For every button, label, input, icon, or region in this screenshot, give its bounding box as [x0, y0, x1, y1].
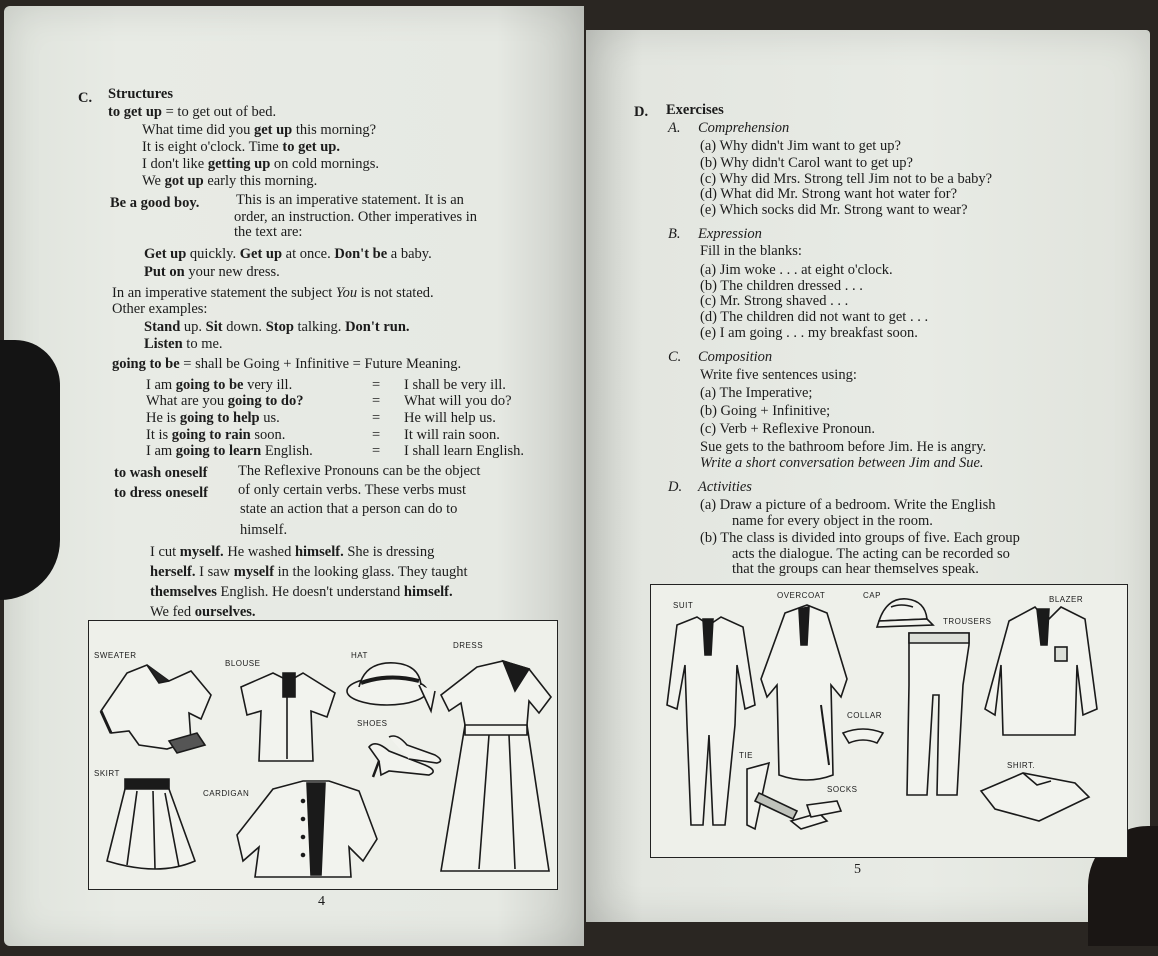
sub-letter-c: C. — [668, 349, 682, 365]
clothing-illustration-right — [650, 584, 1128, 858]
sue-scenario: Sue gets to the bathroom before Jim. He is angry. — [700, 439, 987, 455]
equals-sign: = — [372, 393, 381, 409]
overcoat-icon — [761, 605, 847, 780]
dark-background-edge — [0, 340, 60, 600]
sub-letter-d: D. — [668, 479, 683, 495]
section-title-exercises: Exercises — [666, 102, 724, 118]
label-blazer: BLAZER — [1049, 595, 1084, 604]
section-letter-c: C. — [78, 90, 93, 106]
activity-b: (b) The class is divided into groups of five. Each group — [700, 530, 1020, 546]
label-shoes: SHOES — [357, 719, 388, 728]
activity-b: that the groups can hear themselves speak. — [732, 561, 979, 577]
example-line: We got up early this morning. — [142, 173, 318, 189]
reflexive-example: I cut myself. He washed himself. She is dressing — [150, 544, 435, 560]
equals-sign: = — [372, 427, 381, 443]
list-item: (e) I am going . . . my breakfast soon. — [700, 325, 918, 341]
list-item: (a) Why didn't Jim want to get up? — [700, 138, 901, 154]
subject-note: In an imperative statement the subject You is not stated. — [112, 285, 434, 301]
label-blouse: BLOUSE — [225, 659, 261, 668]
table-row: I am going to learn English. — [146, 443, 313, 459]
label-cardigan: CARDIGAN — [203, 789, 250, 798]
sub-letter-b: B. — [668, 226, 681, 242]
table-row-result: I shall be very ill. — [404, 377, 506, 393]
equals-sign: = — [372, 410, 381, 426]
sweater-icon — [101, 665, 211, 753]
imperative-example: Put on your new dress. — [144, 264, 280, 280]
section-letter-d: D. — [634, 104, 649, 120]
label-cap: CAP — [863, 591, 881, 600]
table-row-result: I shall learn English. — [404, 443, 525, 459]
equals-sign: = — [372, 443, 381, 459]
reflexive-explanation: of only certain verbs. These verbs must — [238, 482, 467, 498]
list-item: (d) The children did not want to get . . . — [700, 309, 929, 325]
list-item: (c) Why did Mrs. Strong tell Jim not to be a baby? — [700, 171, 993, 187]
table-row: What are you going to do? — [146, 393, 304, 409]
composition-title: Composition — [698, 349, 773, 365]
socks-icon — [791, 801, 841, 829]
table-row-result: What will you do? — [404, 393, 512, 409]
reflexive-example: herself. I saw myself in the looking glass. They taught — [150, 564, 468, 580]
imperative-explanation: the text are: — [234, 224, 303, 240]
list-item: (c) Verb + Reflexive Pronoun. — [700, 421, 876, 437]
reflexive-explanation: state an action that a person can do to — [240, 501, 458, 517]
going-to-definition: going to be = shall be Going + Infinitive = Future Meaning. — [112, 356, 462, 372]
list-item: (b) Why didn't Carol want to get up? — [700, 155, 913, 171]
blazer-icon — [985, 607, 1097, 735]
label-suit: SUIT — [673, 601, 694, 610]
reflexive-example: We fed ourselves. — [150, 604, 256, 620]
label-collar: COLLAR — [847, 711, 883, 720]
activities-title: Activities — [698, 479, 752, 495]
cardigan-icon — [237, 781, 377, 877]
sub-letter-a: A. — [668, 120, 681, 136]
page-number-right: 5 — [854, 862, 861, 877]
hat-icon — [347, 663, 435, 711]
imperative-explanation: order, an instruction. Other imperatives in — [234, 209, 478, 225]
label-socks: SOCKS — [827, 785, 858, 794]
other-examples: Listen to me. — [144, 336, 223, 352]
table-row-result: It will rain soon. — [404, 427, 500, 443]
list-item: (a) The Imperative; — [700, 385, 813, 401]
reflexive-explanation: The Reflexive Pronouns can be the object — [238, 463, 481, 479]
label-skirt: SKIRT — [94, 769, 120, 778]
shirt-icon — [981, 773, 1089, 821]
list-item: (d) What did Mr. Strong want hot water for? — [700, 186, 958, 202]
trousers-icon — [907, 633, 969, 795]
activity-b: acts the dialogue. The acting can be recorded so — [732, 546, 1010, 562]
clothing-drawings-left — [89, 621, 557, 889]
clothing-illustration-left — [88, 620, 558, 890]
activity-a: name for every object in the room. — [732, 513, 933, 529]
expression-intro: Fill in the blanks: — [700, 243, 802, 259]
label-overcoat: OVERCOAT — [777, 591, 826, 600]
example-line: I don't like getting up on cold mornings. — [142, 156, 380, 172]
skirt-icon — [107, 779, 195, 869]
expression-title: Expression — [698, 226, 762, 242]
cap-icon — [877, 599, 933, 627]
list-item: (c) Mr. Strong shaved . . . — [700, 293, 849, 309]
imperative-explanation: This is an imperative statement. It is an — [236, 192, 464, 208]
label-dress: DRESS — [453, 641, 484, 650]
list-item: (e) Which socks did Mr. Strong want to wear? — [700, 202, 968, 218]
activity-a: (a) Draw a picture of a bedroom. Write the English — [700, 497, 996, 513]
label-shirt: SHIRT. — [1007, 761, 1036, 770]
table-row-result: He will help us. — [404, 410, 496, 426]
dress-oneself-term: to dress oneself — [114, 485, 208, 501]
list-item: (b) The children dressed . . . — [700, 278, 863, 294]
suit-icon — [667, 617, 755, 825]
table-row: I am going to be very ill. — [146, 377, 293, 393]
list-item: (a) Jim woke . . . at eight o'clock. — [700, 262, 893, 278]
shoes-icon — [369, 736, 441, 777]
get-up-definition: to get up = to get out of bed. — [108, 104, 277, 120]
equals-sign: = — [372, 377, 381, 393]
list-item: (b) Going + Infinitive; — [700, 403, 831, 419]
table-row: It is going to rain soon. — [146, 427, 286, 443]
section-title-structures: Structures — [108, 86, 173, 102]
label-trousers: TROUSERS — [943, 617, 992, 626]
reflexive-example: themselves English. He doesn't understand himself. — [150, 584, 453, 600]
label-tie: TIE — [739, 751, 753, 760]
label-hat: HAT — [351, 651, 368, 660]
example-line: It is eight o'clock. Time to get up. — [142, 139, 340, 155]
other-examples: Stand up. Sit down. Stop talking. Don't run. — [144, 319, 410, 335]
clothing-drawings-right — [651, 585, 1127, 857]
dress-icon — [441, 661, 551, 871]
table-row: He is going to help us. — [146, 410, 280, 426]
collar-icon — [843, 729, 883, 743]
example-line: What time did you get up this morning? — [142, 122, 377, 138]
page-number-left: 4 — [318, 894, 325, 909]
blouse-icon — [241, 673, 335, 761]
imperative-example: Get up quickly. Get up at once. Don't be a baby. — [144, 246, 432, 262]
reflexive-explanation: himself. — [240, 522, 288, 538]
wash-oneself-term: to wash oneself — [114, 465, 208, 481]
comprehension-title: Comprehension — [698, 120, 790, 136]
composition-intro: Write five sentences using: — [700, 367, 857, 383]
sue-instruction: Write a short conversation between Jim and Sue. — [700, 455, 984, 471]
good-boy-term: Be a good boy. — [110, 195, 200, 211]
subject-note: Other examples: — [112, 301, 208, 317]
label-sweater: SWEATER — [94, 651, 137, 660]
